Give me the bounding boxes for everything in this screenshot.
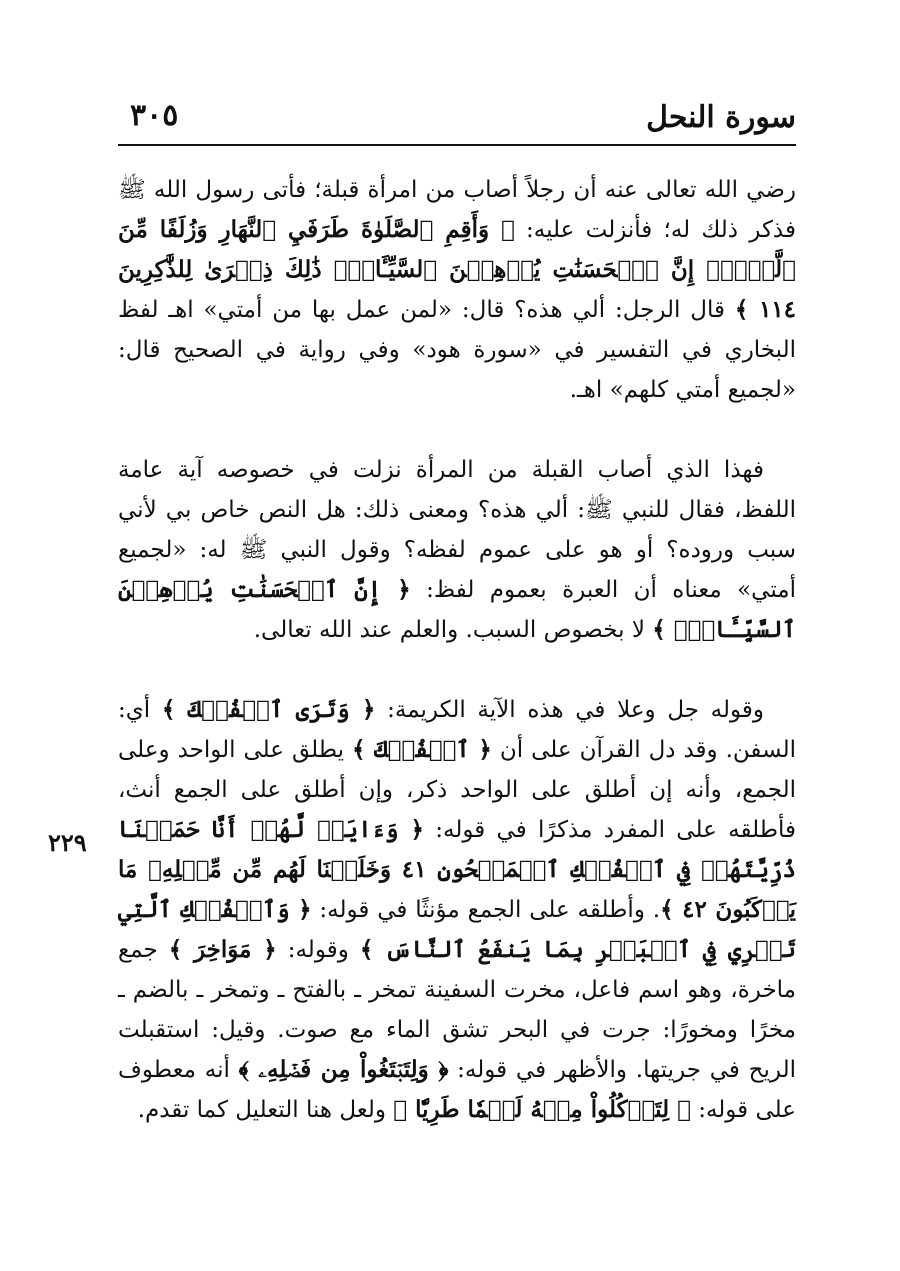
paragraph-2 (118, 450, 796, 650)
paragraph-gap (118, 410, 796, 450)
page-header (118, 92, 796, 146)
body-text (118, 170, 796, 1130)
text-segment: رضي الله تعالى عنه أن رجلاً أصاب من امرأة قبلة؛ فأتى رسول الله ﷺ فذكر ذلك له؛ فأنزلت عليه: (118, 177, 796, 243)
text-segment: لا بخصوص السبب. والعلم عند الله تعالى. (253, 617, 653, 643)
paragraph-1 (118, 170, 796, 410)
page-number: ٣٠٥ (130, 98, 179, 133)
quran-verse: ﴿ مَوَاخِرَ ﴾ (168, 936, 277, 963)
quran-verse: ﴿ وَءَايَةٞ لَّهُمۡ أَنَّا حَمَلۡنَا ذُرِّيَّتَهُمۡ فِي ٱلۡفُلۡكِ ٱلۡمَشۡحُونِ ٤١ وَخَلَقۡنَا لَهُم مِّن مِّثۡلِهِۦ مَا يَرۡكَبُونَ ٤٢ ﴾ (118, 816, 797, 923)
text-segment: أي: السفن. وقد دل القرآن على أن (118, 697, 796, 763)
text-segment: جمع ماخرة، وهو اسم فاعل، مخرت السفينة تمخر ـ بالفتح ـ وتمخر ـ بالضم ـ مخرًا ومخورًا: جرت في البحر تشق الماء مع صوت. وقيل: استقبلت الريح في جريتها. والأظهر في قوله: (118, 937, 796, 1083)
quran-verse: ﴿ إِنَّ ٱلۡحَسَنَٰتِ يُذۡهِبۡنَ ٱلسَّيِّـَٔاتِۚ ﴾ (118, 576, 796, 643)
surah-title: سورة النحل (646, 100, 796, 135)
text-segment: ولعل هنا التعليل كما تقدم. (137, 1097, 394, 1123)
paragraph-gap (118, 650, 796, 690)
quran-verse: ﴿ وَتَرَى ٱلۡفُلۡكَ ﴾ (161, 696, 376, 723)
quran-verse: ﴿ وَٱلۡفُلۡكِ ٱلَّتِي تَجۡرِي فِي ٱلۡبَحۡرِ بِمَا يَنفَعُ ٱلنَّاسَ ﴾ (118, 896, 797, 963)
margin-number: ٢٢٩ (48, 828, 87, 857)
text-segment: وقوله جل وعلا في هذه الآية الكريمة: (375, 697, 764, 723)
text-segment: أنه معطوف على قوله: (118, 1057, 796, 1123)
text-segment: يطلق على الواحد وعلى الجمع، وأنه إن أطلق على الواحد ذكر، وإن أطلق على الجمع أنث، فأطلقه على المفرد مذكرًا في قوله: (118, 737, 797, 843)
text-segment: قال الرجل: ألي هذه؟ قال: «لمن عمل بها من أمتي» اهـ لفظ البخاري في التفسير في «سورة هود» وفي رواية في الصحيح قال: «لجميع أمتي كلهم» اهـ. (118, 297, 796, 403)
quran-verse: ﴿ وَلِتَبۡتَغُواْ مِن فَضۡلِهِۦ ﴾ (238, 1056, 449, 1083)
paragraph-3 (118, 690, 796, 1130)
quran-verse: ﴿ ٱلۡفُلۡكَ ﴾ (352, 736, 492, 763)
text-segment: وقوله: (276, 937, 360, 963)
quran-verse: ﴿ لِتَأۡكُلُواْ مِنۡهُ لَحۡمٗا طَرِيّٗا ﴾ (393, 1096, 691, 1123)
quran-verse: ﴿ وَأَقِمِ ٱلصَّلَوٰةَ طَرَفَيِ ٱلنَّهَارِ وَزُلَفًا مِّنَ ٱلَّيۡلِۚ إِنَّ ٱلۡحَسَنَٰتِ يُذۡهِبۡنَ ٱلسَّيِّـَٔاتِۚ ذَٰلِكَ ذِكۡرَىٰ لِلذَّٰكِرِينَ ١١٤ ﴾ (118, 216, 796, 323)
text-segment: . وأطلقه على الجمع مؤنثًا في قوله: (311, 897, 661, 923)
text-segment: فهذا الذي أصاب القبلة من المرأة نزلت في خصوصه آية عامة اللفظ، فقال للنبي ﷺ: ألي هذه؟ ومعنى ذلك: هل النص خاص بي لأني سبب وروده؟ أو هو على عموم لفظه؟ وقول النبي ﷺ له: «لجميع أمتي» معناه أن العبرة بعموم لفظ: (118, 457, 796, 603)
